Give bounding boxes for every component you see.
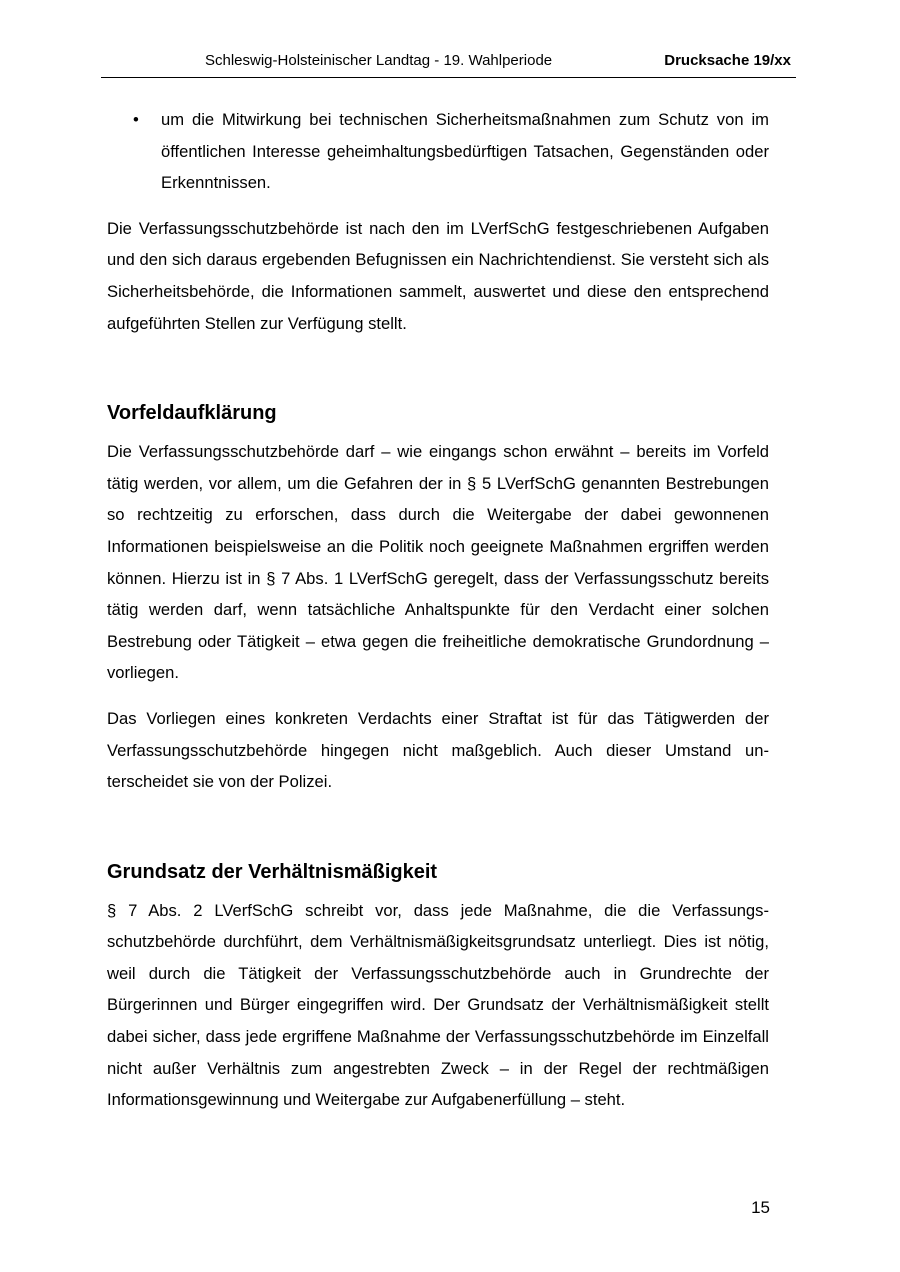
bullet-icon: • (133, 110, 139, 129)
section1-paragraph-2: Das Vorliegen eines konkreten Verdachts einer Straftat ist für das Tätigwerden der Verfassungsschutzbehörde hingegen nicht maßgeblich. Auch dieser Umstand unterscheidet sie von der Polizei. (107, 708, 769, 792)
bullet-item (107, 104, 769, 199)
document-number: Drucksache 19/xx (664, 52, 791, 69)
section-heading-verhaeltnismaessigkeit: Grundsatz der Verhältnismäßigkeit (107, 860, 438, 883)
section1-paragraph-1: Die Verfassungsschutzbehörde darf – wie eingangs schon erwähnt – bereits im Vorfeld tätig werden, vor allem, um die Gefahren der in § 5 LVerfSchG genannten Bestrebungen so rechtzeitig zu erforschen, dass durch die Weitergabe der dabei gewonnenen Informationen beispielsweise an die Politik noch geeignete Maßnahmen ergriffen werden können. Hierzu ist in § 7 Abs. 1 LVerfSchG geregelt, dass der Verfassungsschutz bereits tätig werden darf, wenn tatsächliche Anhaltspunkte für den Verdacht einer solchen Bestrebung oder Tätigkeit – etwa gegen die freiheitliche demokratische Grundordnung – vorliegen. (107, 442, 769, 683)
header-title: Schleswig-Holsteinischer Landtag - 19. Wahlperiode (205, 52, 553, 69)
page-content (107, 104, 769, 1130)
page-number: 15 (751, 1198, 770, 1217)
section2-paragraph-1: § 7 Abs. 2 LVerfSchG schreibt vor, dass jede Maßnahme, die die Verfassungsschutzbehörde durchführt, dem Verhältnismäßigkeitsgrundsatz unterliegt. Dies ist nötig, weil durch die Tätigkeit der Verfassungsschutzbehörde auch in Grundrechte der Bürgerinnen und Bürger eingegriffen wird. Der Grundsatz der Verhältnismäßigkeit stellt dabei sicher, dass jede ergriffene Maßnahme der Verfassungsschutzbehörde im Einzelfall nicht außer Verhältnis zum angestrebten Zweck – in der Regel der rechtmäßigen Informationsgewinnung und Weitergabe zur Aufgabenerfüllung – steht. (107, 900, 769, 1110)
section-heading-vorfeldaufklaerung: Vorfeldaufklärung (107, 402, 277, 425)
bullet-text: um die Mitwirkung bei technischen Sicherheitsmaßnahmen zum Schutz von im öffentlichen Interesse geheimhaltungsbedürftigen Tatsachen, Gegenständen oder Erkenntnissen. (161, 110, 769, 193)
intro-paragraph: Die Verfassungsschutzbehörde ist nach den im LVerfSchG festgeschriebenen Aufgaben und den sich daraus ergebenden Befugnissen ein Nachrichtendienst. Sie versteht sich als Sicherheitsbehörde, die Informationen sammelt, auswertet und diese den entsprechend aufgeführten Stellen zur Verfügung stellt. (107, 218, 769, 333)
page-header (101, 51, 796, 78)
